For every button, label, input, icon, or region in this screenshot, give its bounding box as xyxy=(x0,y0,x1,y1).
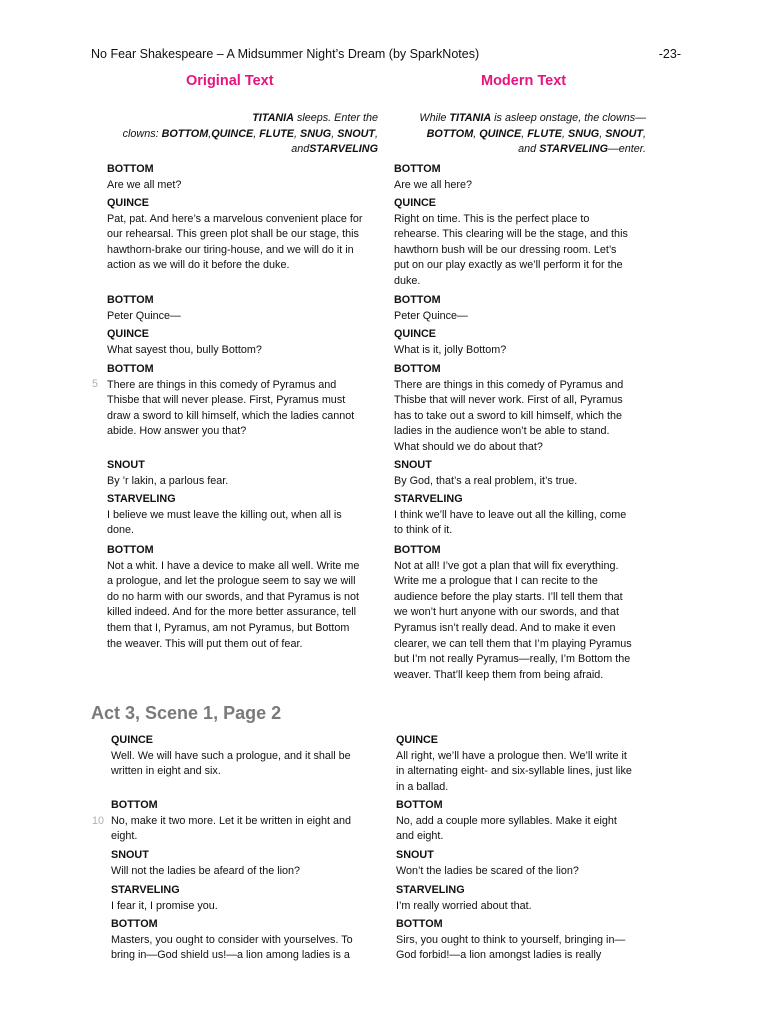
speech-line: audience before the play starts. I’ll tell them that xyxy=(394,590,623,603)
speech-block xyxy=(107,196,379,274)
speech-line: eight. xyxy=(111,830,138,843)
speaker-name: QUINCE xyxy=(396,734,438,746)
speaker-name: STARVELING xyxy=(107,493,176,505)
speech-line: draw a sword to kill himself, which the ladies cannot xyxy=(107,409,355,422)
speech-line: but I’m not really Pyramus—really, I’m Bottom the xyxy=(394,653,631,666)
speech-line: we won’t hurt anyone with our swords, and that xyxy=(394,606,620,619)
page-header xyxy=(91,47,681,65)
speech-block xyxy=(107,458,379,489)
speech-line: I think we’ll have to leave out all the killing, come xyxy=(394,508,627,521)
speaker-name: BOTTOM xyxy=(396,799,443,811)
speech-block xyxy=(396,883,656,914)
speech-line: Pat, pat. And here’s a marvelous convenient place for xyxy=(107,212,363,225)
speech-line: clearer, we can tell them that I’m playing Pyramus xyxy=(394,637,632,650)
speech-line: No, add a couple more syllables. Make it eight xyxy=(396,814,617,827)
speech-block xyxy=(107,327,379,358)
speech-block xyxy=(396,917,656,964)
speech-block xyxy=(396,848,656,879)
speech-line: Are we all met? xyxy=(107,178,182,191)
speaker-name: SNOUT xyxy=(396,849,434,861)
speech-line: What sayest thou, bully Bottom? xyxy=(107,343,262,356)
speaker-name: BOTTOM xyxy=(394,363,441,375)
speech-line: Peter Quince— xyxy=(394,309,468,322)
speech-block xyxy=(107,362,379,440)
speech-block xyxy=(396,733,656,795)
speech-block xyxy=(107,492,379,539)
speech-line: bring in—God shield us!—a lion among ladies is a xyxy=(111,949,350,962)
speech-line: weaver. That’ll keep them from being afraid. xyxy=(394,668,604,681)
speech-line: abide. How answer you that? xyxy=(107,425,247,438)
speech-line: Pyramus isn’t really dead. And to make it even xyxy=(394,621,616,634)
speech-line: to think of it. xyxy=(394,524,453,537)
speech-line: do no harm with our swords, and that Pyramus is not xyxy=(107,590,360,603)
speech-block xyxy=(394,162,656,193)
speech-line: What is it, jolly Bottom? xyxy=(394,343,507,356)
speech-line: All right, we’ll have a prologue then. We’ll write it xyxy=(396,749,627,762)
speech-block xyxy=(107,293,379,324)
speech-line: has to take out a sword to kill himself, which the xyxy=(394,409,623,422)
speech-block xyxy=(111,883,379,914)
speech-block xyxy=(394,327,656,358)
speech-line: Not a whit. I have a device to make all well. Write me xyxy=(107,559,360,572)
speech-block xyxy=(107,162,379,193)
speech-line: Will not the ladies be afeard of the lion? xyxy=(111,864,301,877)
speaker-name: BOTTOM xyxy=(107,544,154,556)
speech-line: in alternating eight- and six-syllable lines, just like xyxy=(396,765,632,778)
speech-block xyxy=(394,362,656,456)
speech-line: Peter Quince— xyxy=(107,309,181,322)
speech-line: in a ballad. xyxy=(396,780,449,793)
modern-text-heading: Modern Text xyxy=(481,73,567,89)
speech-line: them that I, Pyramus, am not Pyramus, but Bottom xyxy=(107,621,350,634)
speech-line: Thisbe that will never work. First of all, Pyramus xyxy=(394,394,623,407)
speech-line: I’m really worried about that. xyxy=(396,899,532,912)
speaker-name: BOTTOM xyxy=(111,799,158,811)
speaker-name: BOTTOM xyxy=(394,294,441,306)
speaker-name: SNOUT xyxy=(394,459,432,471)
stage-direction-modern: While TITANIA is asleep onstage, the clowns— BOTTOM, QUINCE, FLUTE, SNUG, SNOUT, and STARVELING—enter. xyxy=(419,112,646,156)
speech-line: Write me a prologue that I can recite to the xyxy=(394,575,598,588)
speech-block xyxy=(111,798,379,845)
speaker-name: BOTTOM xyxy=(107,294,154,306)
speaker-name: STARVELING xyxy=(394,493,463,505)
speech-block xyxy=(394,458,656,489)
speech-line: Not at all! I’ve got a plan that will fix everything. xyxy=(394,559,619,572)
speech-line: I fear it, I promise you. xyxy=(111,899,218,912)
speech-block xyxy=(107,543,379,652)
speaker-name: SNOUT xyxy=(107,459,145,471)
speech-line: and eight. xyxy=(396,830,444,843)
speaker-name: SNOUT xyxy=(111,849,149,861)
speech-line: the weaver. This will put them out of fear. xyxy=(107,637,303,650)
speech-block xyxy=(394,196,656,290)
speech-line: Masters, you ought to consider with yourselves. To xyxy=(111,933,353,946)
speech-line: By God, that’s a real problem, it’s true. xyxy=(394,474,578,487)
speech-line: hawthorn bush will be our dressing room. Let’s xyxy=(394,243,617,256)
speech-line: There are things in this comedy of Pyramus and xyxy=(394,378,624,391)
speaker-name: BOTTOM xyxy=(394,544,441,556)
speech-line: What should we do about that? xyxy=(394,440,543,453)
line-number: 5 xyxy=(92,378,99,390)
speaker-name: QUINCE xyxy=(107,328,149,340)
speaker-name: BOTTOM xyxy=(394,163,441,175)
speech-line: Thisbe that will never please. First, Pyramus must xyxy=(107,394,346,407)
speech-line: ladies in the audience won’t be able to stand. xyxy=(394,425,610,438)
speaker-name: STARVELING xyxy=(111,884,180,896)
speech-line: Are we all here? xyxy=(394,178,473,191)
speech-block xyxy=(396,798,656,845)
speech-line: duke. xyxy=(394,274,421,287)
document-title: No Fear Shakespeare – A Midsummer Night’s Dream (by SparkNotes) xyxy=(91,47,480,61)
speech-line: a prologue, and let the prologue seem to say we will xyxy=(107,575,356,588)
speech-line: our rehearsal. This green plot shall be our stage, this xyxy=(107,228,359,241)
speech-line: I believe we must leave the killing out, when all is xyxy=(107,508,342,521)
speech-line: Sirs, you ought to think to yourself, bringing in— xyxy=(396,933,626,946)
original-text-heading: Original Text xyxy=(186,73,274,89)
speech-line: done. xyxy=(107,524,135,537)
speech-line: God forbid!—a lion amongst ladies is really xyxy=(396,949,602,962)
speech-line: There are things in this comedy of Pyramus and xyxy=(107,378,337,391)
speaker-name: BOTTOM xyxy=(396,918,443,930)
speech-line: Right on time. This is the perfect place to xyxy=(394,212,590,225)
act-scene-heading: Act 3, Scene 1, Page 2 xyxy=(91,703,282,723)
speech-line: By ’r lakin, a parlous fear. xyxy=(107,474,229,487)
speaker-name: QUINCE xyxy=(394,328,436,340)
speech-line: No, make it two more. Let it be written in eight and xyxy=(111,814,352,827)
speech-line: rehearse. This clearing will be the stage, and this xyxy=(394,228,628,241)
speech-line: hawthorn-brake our tiring-house, and we will do it in xyxy=(107,243,354,256)
speaker-name: QUINCE xyxy=(111,734,153,746)
speech-block xyxy=(394,293,656,324)
speech-block xyxy=(394,543,656,683)
speaker-name: QUINCE xyxy=(394,197,436,209)
speech-block xyxy=(111,917,379,964)
speech-line: Well. We will have such a prologue, and it shall be xyxy=(111,749,351,762)
speech-line: Won’t the ladies be scared of the lion? xyxy=(396,864,579,877)
speech-line: action as we will do it before the duke. xyxy=(107,259,290,272)
speech-line: killed indeed. And for the more better assurance, tell xyxy=(107,606,357,619)
speech-block xyxy=(111,848,379,879)
speaker-name: QUINCE xyxy=(107,197,149,209)
speaker-name: BOTTOM xyxy=(107,363,154,375)
page-number: -23- xyxy=(658,47,681,61)
speaker-name: BOTTOM xyxy=(111,918,158,930)
speech-block xyxy=(111,733,379,780)
speaker-name: BOTTOM xyxy=(107,163,154,175)
speaker-name: STARVELING xyxy=(396,884,465,896)
speech-block xyxy=(394,492,656,539)
speech-line: put on our play exactly as we’ll perform it for the xyxy=(394,259,623,272)
line-number: 10 xyxy=(92,815,105,827)
speech-line: written in eight and six. xyxy=(111,765,221,778)
stage-direction-original: TITANIA sleeps. Enter the clowns: BOTTOM,QUINCE, FLUTE, SNUG, SNOUT, andSTARVELING xyxy=(122,112,378,156)
